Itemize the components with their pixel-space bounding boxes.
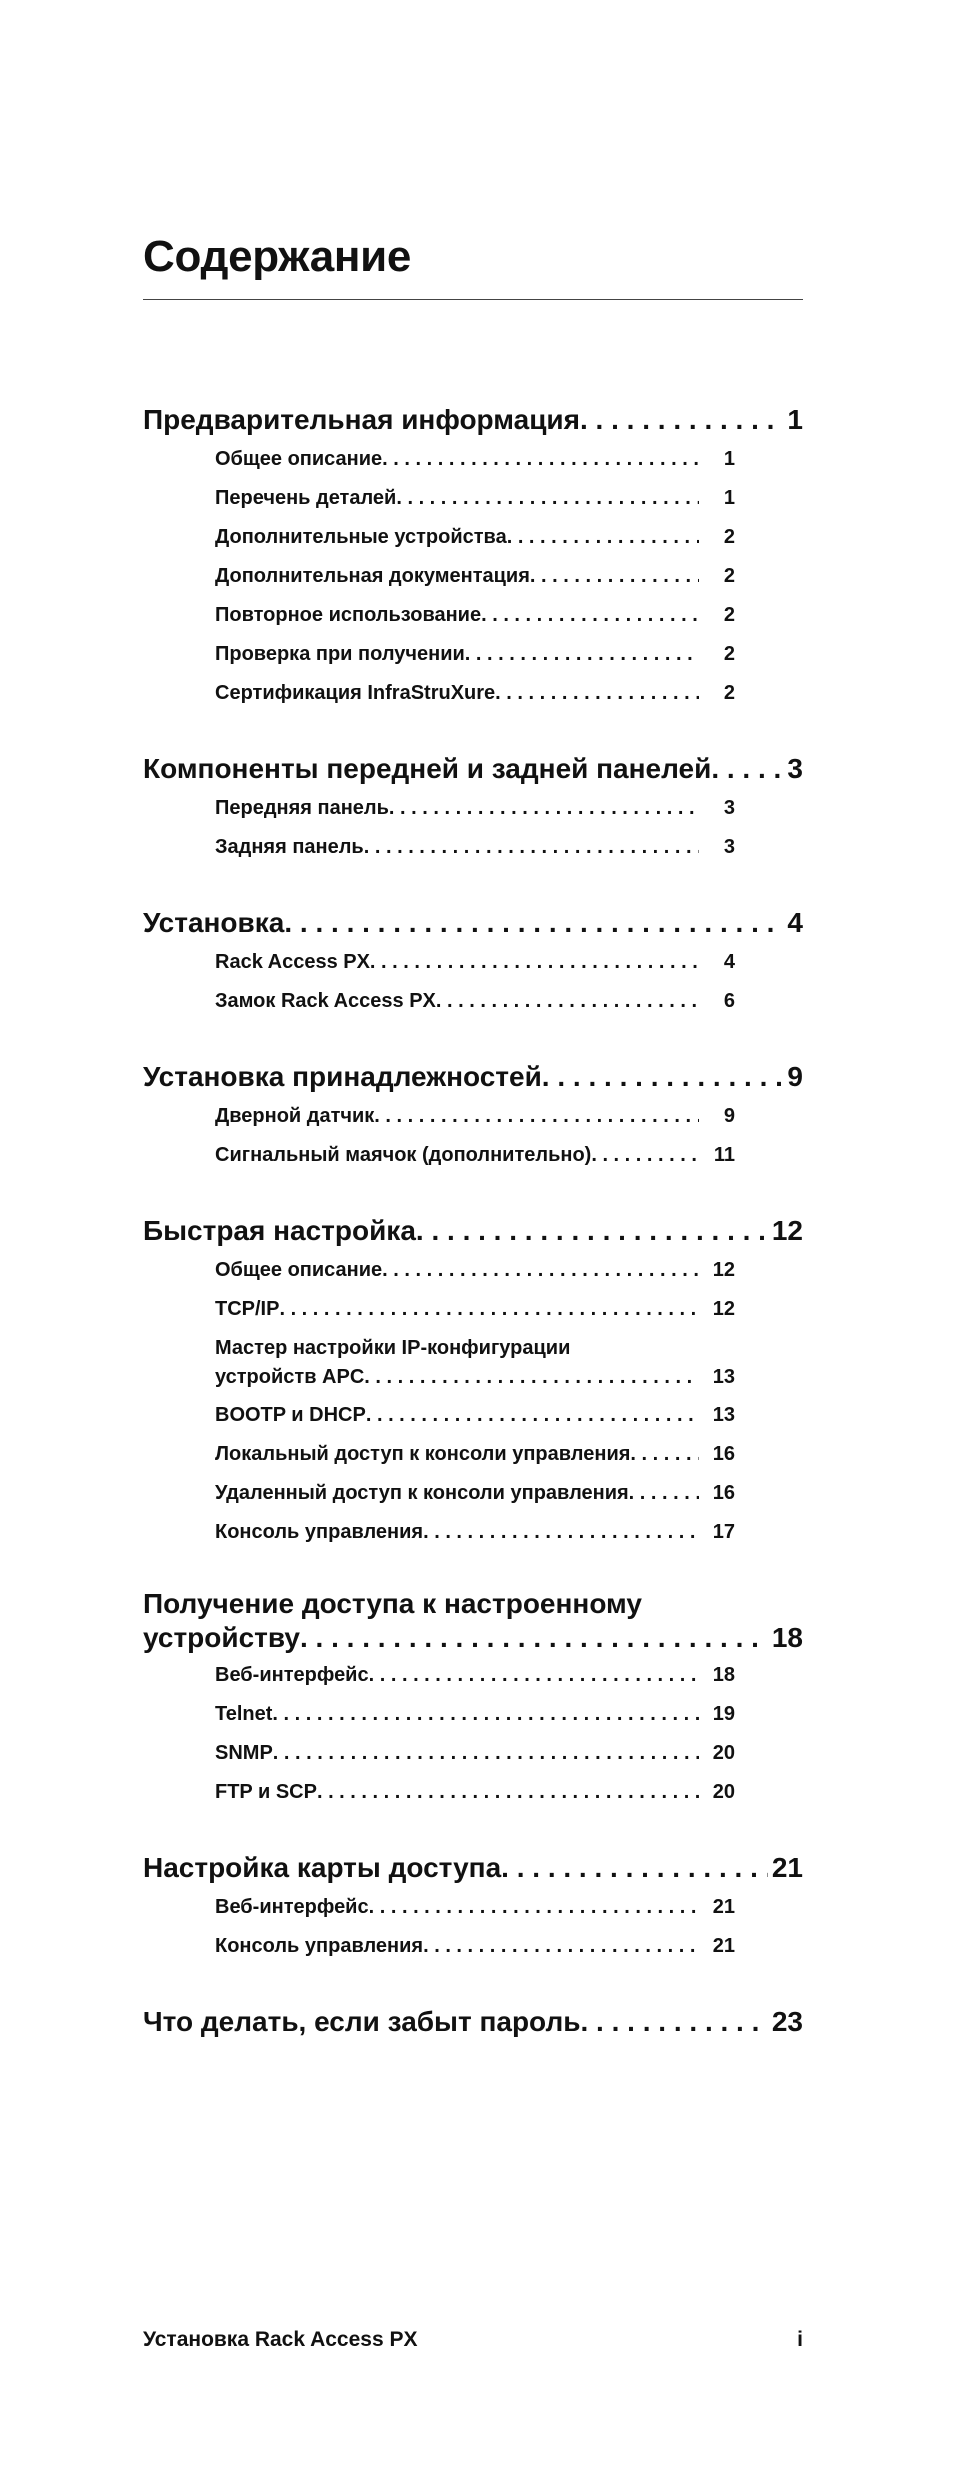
toc-subsection-page-number: 19 [712,1703,735,1725]
toc-chapter-page-number: 23 [771,2006,803,2037]
toc-subsection-entry[interactable] [215,479,735,518]
toc-subsection-page-number: 2 [723,565,735,587]
toc-subsection-page-number: 16 [712,1482,735,1504]
toc-section [143,1848,803,1966]
dot-leader [364,828,699,867]
dot-leader [507,518,699,557]
dot-leader [374,1097,699,1136]
dot-leader [423,1513,699,1552]
toc-subsection-label: TCP/IP [215,1298,280,1320]
dot-leader [389,789,699,828]
toc-subsection-entry[interactable] [215,1435,735,1474]
toc-subsection-page-number: 21 [712,1935,735,1957]
toc-subsection-label: Консоль управления [215,1521,424,1543]
toc-subsection-page-number: 16 [712,1443,735,1465]
toc-chapter-entry[interactable] [143,400,803,440]
toc-subsection-wrapped[interactable] [215,1329,735,1396]
dot-leader [369,1888,699,1927]
toc-subsection-entry[interactable] [215,557,735,596]
dot-leader [366,1396,699,1435]
toc-subsection-label: Общее описание [215,448,383,470]
toc-subsection-list [215,1656,735,1812]
toc-subsection-list [215,789,735,867]
toc-subsection-label: Общее описание [215,1259,383,1281]
dot-leader [279,1290,699,1329]
dot-leader [272,1695,699,1734]
toc-chapter-label: Быстрая настройка [143,1215,416,1246]
toc-subsection-list [215,1251,735,1552]
toc-subsection-page-number: 17 [712,1521,735,1543]
toc-chapter-page-number: 18 [771,1622,803,1653]
toc-section [143,2002,803,2042]
toc-subsection-label: Дверной датчик [215,1105,375,1127]
toc-chapter-entry[interactable] [143,903,803,943]
toc-subsection-label: FTP и SCP [215,1781,317,1803]
toc-subsection-entry[interactable] [215,596,735,635]
toc-chapter-entry[interactable] [143,2002,803,2042]
toc-subsection-page-number: 4 [723,951,735,973]
dot-leader [501,1848,768,1888]
dot-leader [284,903,783,943]
toc-subsection-entry[interactable] [215,1734,735,1773]
toc-subsection-entry[interactable] [215,440,735,479]
dot-leader [370,943,699,982]
dot-leader [542,1057,784,1097]
toc-subsection-list [215,1097,735,1175]
dot-leader [369,1656,699,1695]
toc-subsection-label: Сигнальный маячок (дополнительно) [215,1144,592,1166]
toc-subsection-label: Передняя панель [215,797,389,819]
page-footer [143,2328,803,2352]
toc-chapter-page-number: 3 [787,753,803,784]
toc-subsection-label: BOOTP и DHCP [215,1404,366,1426]
toc-chapter-label-line1: Получение доступа к настроенному [143,1588,642,1619]
toc-subsection-page-number: 9 [723,1105,735,1127]
toc-subsection-label: Проверка при получении [215,643,465,665]
toc-chapter-label: Установка [143,907,285,938]
toc-subsection-label: Замок Rack Access PX [215,990,436,1012]
toc-chapter-wrapped[interactable] [143,1588,803,1656]
toc-subsection-label: Дополнительная документация [215,565,530,587]
toc-subsection-page-number: 20 [712,1781,735,1803]
dot-leader [273,1734,699,1773]
toc-subsection-page-number: 6 [723,990,735,1012]
dot-leader [495,674,699,713]
dot-leader [396,479,699,518]
toc-subsection-page-number: 3 [723,797,735,819]
toc-subsection-entry[interactable] [215,1888,735,1927]
footer-document-title: Установка Rack Access PX [143,2328,418,2351]
toc-subsection-entry[interactable] [215,1927,735,1966]
toc-subsection-entry[interactable] [215,1474,735,1513]
dot-leader [530,557,699,596]
toc-subsection-entry[interactable] [215,943,735,982]
toc-subsection-label: Удаленный доступ к консоли управления [215,1482,629,1504]
dot-leader [481,596,699,635]
toc-subsection-page-number: 1 [723,448,735,470]
toc-chapter-entry[interactable] [143,1848,803,1888]
dot-leader [317,1773,699,1812]
dot-leader [416,1211,768,1251]
toc-subsection-page-number: 11 [713,1144,735,1166]
toc-subsection-page-number: 2 [723,682,735,704]
dot-leader [465,635,699,674]
toc-subsection-entry[interactable] [215,1773,735,1812]
toc-subsection-label: Rack Access PX [215,951,370,973]
toc-subsection-page-number: 20 [712,1742,735,1764]
toc-chapter-entry[interactable] [143,749,803,789]
toc-subsection-label: Веб-интерфейс [215,1896,369,1918]
dot-leader [364,1363,699,1392]
toc-subsection-entry[interactable] [215,1396,735,1435]
dot-leader [382,1251,699,1290]
toc-subsection-entry[interactable] [215,635,735,674]
toc-subsection-page-number: 1 [723,487,735,509]
toc-subsection-label: SNMP [215,1742,273,1764]
toc-subsection-entry[interactable] [215,518,735,557]
toc-subsection-entry[interactable] [215,982,735,1021]
toc-subsection-list [215,943,735,1021]
dot-leader [382,440,699,479]
title-divider [143,299,803,300]
toc-subsection-page-number: 12 [712,1298,735,1320]
toc-subsection-label-line1: Мастер настройки IP-конфигурации [215,1337,571,1359]
toc-chapter-label: Настройка карты доступа [143,1852,502,1883]
toc-subsection-label: Дополнительные устройства [215,526,507,548]
toc-subsection-entry[interactable] [215,674,735,713]
toc-subsection-page-number: 2 [723,643,735,665]
toc-chapter-label: Компоненты передней и задней панелей [143,753,712,784]
toc-subsection-label: Сертификация InfraStruXure [215,682,496,704]
toc-subsection-page-number: 13 [712,1366,735,1388]
toc-section [143,1057,803,1175]
toc-subsection-label: Перечень деталей [215,487,397,509]
footer-page-number: i [797,2328,803,2351]
toc-subsection-entry[interactable] [215,1513,735,1552]
toc-chapter-entry[interactable] [143,1057,803,1097]
toc-chapter-page-number: 9 [787,1061,803,1092]
toc-chapter-entry[interactable] [143,1211,803,1251]
dot-leader [423,1927,699,1966]
toc-subsection-label: Локальный доступ к консоли управления [215,1443,631,1465]
toc-subsection-page-number: 3 [723,836,735,858]
toc-subsection-entry[interactable] [215,1251,735,1290]
toc-subsection-entry[interactable] [215,1656,735,1695]
toc-subsection-page-number: 13 [712,1404,735,1426]
toc-subsection-page-number: 12 [712,1259,735,1281]
dot-leader [300,1620,768,1656]
dot-leader [629,1474,699,1513]
toc-subsection-entry[interactable] [215,1097,735,1136]
dot-leader [580,2002,767,2042]
toc-subsection-entry[interactable] [215,789,735,828]
toc-subsection-list [215,440,735,713]
toc-subsection-entry[interactable] [215,1290,735,1329]
toc-subsection-label: Веб-интерфейс [215,1664,369,1686]
toc-subsection-label: Консоль управления [215,1935,424,1957]
toc-section [143,1588,803,1812]
dot-leader [436,982,699,1021]
toc-section [143,749,803,867]
toc-subsection-label: Задняя панель [215,836,364,858]
toc-subsection-entry[interactable] [215,1363,735,1396]
toc-chapter-page-number: 4 [787,907,803,938]
toc-subsection-label: Telnet [215,1703,273,1725]
toc-chapter-label: Установка принадлежностей [143,1061,542,1092]
toc-chapter-label: Что делать, если забыт пароль [143,2006,581,2037]
dot-leader [630,1435,699,1474]
dot-leader [711,749,783,789]
table-of-contents [143,400,803,2078]
page-title: Содержание [143,232,412,281]
dot-leader [580,400,783,440]
toc-chapter-page-number: 1 [787,404,803,435]
toc-chapter-page-number: 21 [771,1852,803,1883]
toc-chapter-label: устройству [143,1622,300,1653]
toc-chapter-entry[interactable] [143,1620,803,1656]
toc-chapter-label: Предварительная информация [143,404,580,435]
toc-subsection-page-number: 2 [723,604,735,626]
toc-subsection-entry[interactable] [215,828,735,867]
toc-section [143,903,803,1021]
toc-chapter-page-number: 12 [771,1215,803,1246]
toc-subsection-page-number: 18 [712,1664,735,1686]
toc-subsection-label: Повторное использование [215,604,482,626]
dot-leader [591,1136,699,1175]
toc-subsection-page-number: 21 [712,1896,735,1918]
toc-subsection-list [215,1888,735,1966]
toc-subsection-entry[interactable] [215,1136,735,1175]
toc-subsection-page-number: 2 [723,526,735,548]
toc-subsection-label: устройств APC [215,1366,365,1388]
toc-section [143,400,803,713]
toc-section [143,1211,803,1552]
toc-subsection-entry[interactable] [215,1695,735,1734]
